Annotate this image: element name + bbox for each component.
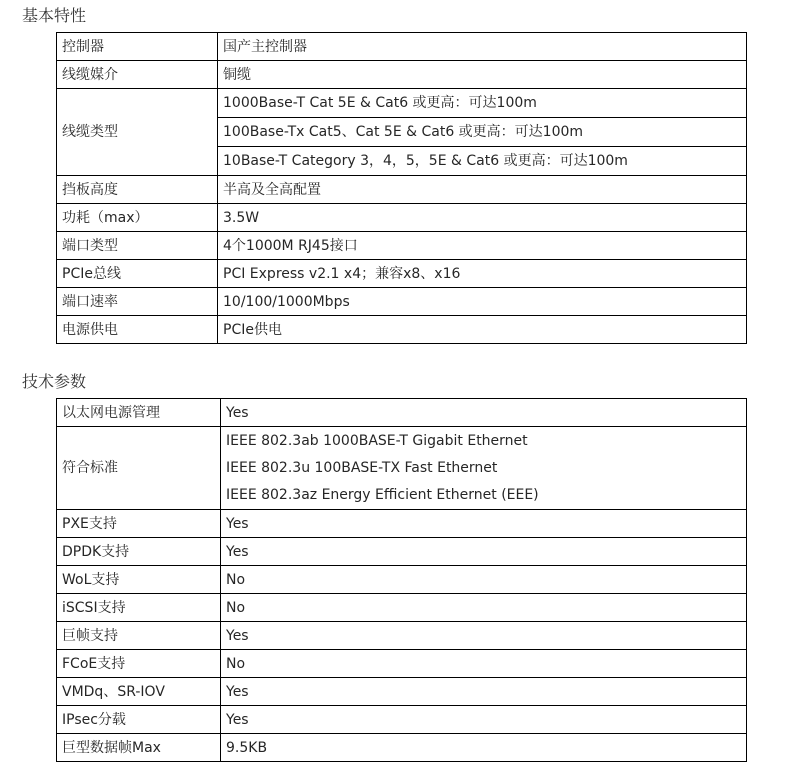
table-row	[57, 538, 747, 566]
row-value: 半高及全高配置	[218, 176, 747, 204]
row-label: 电源供电	[57, 316, 218, 344]
row-label: 线缆媒介	[57, 61, 218, 89]
table-row	[57, 399, 747, 427]
row-value: PCIe供电	[218, 316, 747, 344]
row-label: 符合标准	[57, 427, 221, 510]
row-value: 1000Base-T Cat 5E & Cat6 或更高：可达100m	[218, 89, 747, 118]
row-value: 3.5W	[218, 204, 747, 232]
row-label: DPDK支持	[57, 538, 221, 566]
table-row	[57, 427, 747, 510]
basic-spec-table	[56, 32, 747, 344]
standard-line: IEEE 802.3u 100BASE-TX Fast Ethernet	[226, 459, 498, 476]
row-label: IPsec分载	[57, 706, 221, 734]
table-row	[57, 650, 747, 678]
row-value: No	[221, 594, 747, 622]
row-label: iSCSI支持	[57, 594, 221, 622]
row-label: 端口速率	[57, 288, 218, 316]
row-label: 控制器	[57, 33, 218, 61]
row-value: Yes	[221, 678, 747, 706]
row-label: FCoE支持	[57, 650, 221, 678]
table-row	[57, 510, 747, 538]
row-value: 铜缆	[218, 61, 747, 89]
table-row	[57, 678, 747, 706]
table-row	[57, 89, 747, 118]
row-value: No	[221, 566, 747, 594]
table-row	[57, 594, 747, 622]
row-value: 10Base-T Category 3，4，5，5E & Cat6 或更高：可达100m	[218, 147, 747, 176]
section-title-basic: 基本特性	[22, 6, 87, 25]
row-label: 线缆类型	[57, 89, 218, 176]
section-title-tech: 技术参数	[22, 372, 87, 391]
table-row	[57, 316, 747, 344]
standard-line: IEEE 802.3az Energy Efficient Ethernet (EEE)	[226, 486, 539, 503]
table-row	[57, 33, 747, 61]
row-value: 国产主控制器	[218, 33, 747, 61]
row-value: Yes	[221, 510, 747, 538]
row-label: PXE支持	[57, 510, 221, 538]
row-label: 巨型数据帧Max	[57, 734, 221, 762]
table-row	[57, 288, 747, 316]
table-row	[57, 61, 747, 89]
row-label: 端口类型	[57, 232, 218, 260]
row-label: 以太网电源管理	[57, 399, 221, 427]
row-label: PCIe总线	[57, 260, 218, 288]
table-row	[57, 232, 747, 260]
row-value: 100Base-Tx Cat5、Cat 5E & Cat6 或更高：可达100m	[218, 118, 747, 147]
table-row	[57, 566, 747, 594]
table-row	[57, 706, 747, 734]
row-label: 挡板高度	[57, 176, 218, 204]
row-value: PCI Express v2.1 x4；兼容x8、x16	[218, 260, 747, 288]
table-row	[57, 622, 747, 650]
row-value: Yes	[221, 622, 747, 650]
table-row	[57, 260, 747, 288]
row-value: Yes	[221, 538, 747, 566]
row-value: 4个1000M RJ45接口	[218, 232, 747, 260]
row-value: Yes	[221, 706, 747, 734]
row-value: No	[221, 650, 747, 678]
row-label: WoL支持	[57, 566, 221, 594]
standard-line: IEEE 802.3ab 1000BASE-T Gigabit Ethernet	[226, 432, 528, 449]
row-value: 10/100/1000Mbps	[218, 288, 747, 316]
row-value: 9.5KB	[221, 734, 747, 762]
row-value-multiline	[221, 427, 747, 510]
row-label: 巨帧支持	[57, 622, 221, 650]
tech-spec-table	[56, 398, 747, 762]
table-row	[57, 204, 747, 232]
row-label: VMDq、SR-IOV	[57, 678, 221, 706]
table-row	[57, 734, 747, 762]
row-value: Yes	[221, 399, 747, 427]
table-row	[57, 176, 747, 204]
row-label: 功耗（max）	[57, 204, 218, 232]
